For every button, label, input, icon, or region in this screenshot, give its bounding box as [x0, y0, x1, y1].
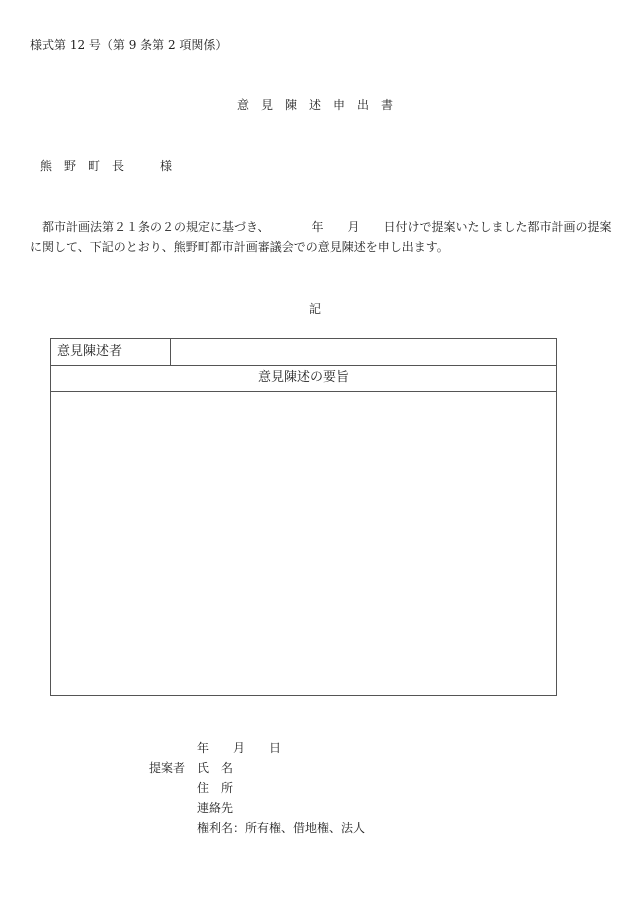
ki-heading: 記: [309, 302, 322, 316]
summary-value[interactable]: [51, 392, 556, 695]
summary-header-row: [51, 365, 556, 392]
speaker-label: 意見陳述者: [57, 344, 123, 359]
addressee: 熊 野 町 長 様: [40, 159, 173, 173]
proposer-label: 提案者: [149, 761, 186, 775]
form-number: 様式第 12 号（第 9 条第 2 項関係）: [30, 38, 228, 52]
rights-label: 権利名：所有権、借地権、法人: [197, 821, 366, 835]
speaker-row: [51, 339, 556, 366]
body-line-2: に関して、下記のとおり、熊野町都市計画審議会での意見陳述を申し出ます。: [30, 240, 449, 254]
footer-date: 年 月 日: [197, 741, 282, 755]
speaker-label-cell: [51, 339, 171, 365]
summary-header: 意見陳述の要旨: [257, 370, 349, 385]
body-line-1: 都市計画法第２１条の２の規定に基づき、 年 月 日付けで提案いたしました都市計画の提案: [42, 220, 612, 234]
address-label: 住 所: [197, 781, 234, 795]
page-title: 意 見 陳 述 申 出 書: [236, 98, 393, 112]
contact-label: 連絡先: [197, 801, 234, 815]
name-label: 氏 名: [197, 761, 234, 775]
speaker-value[interactable]: [171, 339, 556, 365]
opinion-table: [50, 338, 557, 696]
